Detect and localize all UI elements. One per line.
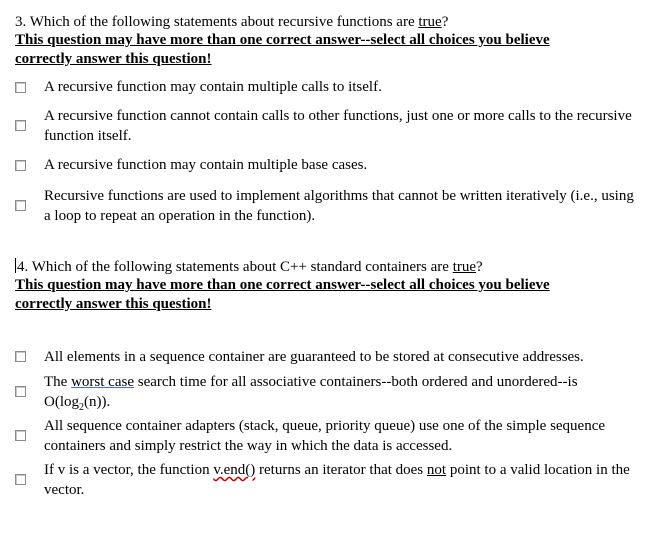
text-cursor bbox=[15, 258, 16, 273]
question-4-instruction-line-2: correctly answer this question! bbox=[15, 296, 212, 312]
option-label: If v is a vector, the function v.end() returns an iterator that does not point to a valid location in the vector. bbox=[44, 462, 630, 498]
option-label: A recursive function cannot contain calls to other functions, just one or more calls to the recursive function itself. bbox=[44, 108, 632, 144]
question-3-title: 3. Which of the following statements about recursive functions are true? bbox=[15, 14, 449, 30]
checkbox[interactable] bbox=[15, 474, 26, 485]
option-label: All sequence container adapters (stack, queue, priority queue) use one of the simple sequence containers and simply restrict the way in which the data is accessed. bbox=[44, 418, 606, 454]
question-3-instruction-line-2: correctly answer this question! bbox=[15, 51, 212, 67]
checkbox[interactable] bbox=[15, 430, 26, 441]
checkbox[interactable] bbox=[15, 160, 26, 171]
option-label: All elements in a sequence container are guaranteed to be stored at consecutive addresses. bbox=[44, 349, 584, 365]
checkbox[interactable] bbox=[15, 200, 26, 211]
checkbox[interactable] bbox=[15, 351, 26, 362]
option-label: Recursive functions are used to implement algorithms that cannot be written iteratively (i.e., using a loop to repeat an operation in the function). bbox=[44, 188, 634, 224]
question-4 bbox=[15, 258, 645, 314]
checkbox[interactable] bbox=[15, 82, 26, 93]
option-label: A recursive function may contain multiple calls to itself. bbox=[44, 79, 382, 95]
checkbox[interactable] bbox=[15, 120, 26, 131]
option-label: The worst case search time for all associative containers--both ordered and unordered--is $O(\log_2(n))$. bbox=[44, 374, 578, 413]
question-4-title: 4. Which of the following statements about C++ standard containers are true? bbox=[17, 259, 483, 275]
question-3-instruction-line-1: This question may have more than one correct answer--select all choices you believe bbox=[15, 32, 550, 48]
question-4-instruction-line-1: This question may have more than one correct answer--select all choices you believe bbox=[15, 277, 550, 293]
question-3 bbox=[15, 13, 645, 69]
option-label: A recursive function may contain multiple base cases. bbox=[44, 157, 368, 173]
checkbox[interactable] bbox=[15, 386, 26, 397]
